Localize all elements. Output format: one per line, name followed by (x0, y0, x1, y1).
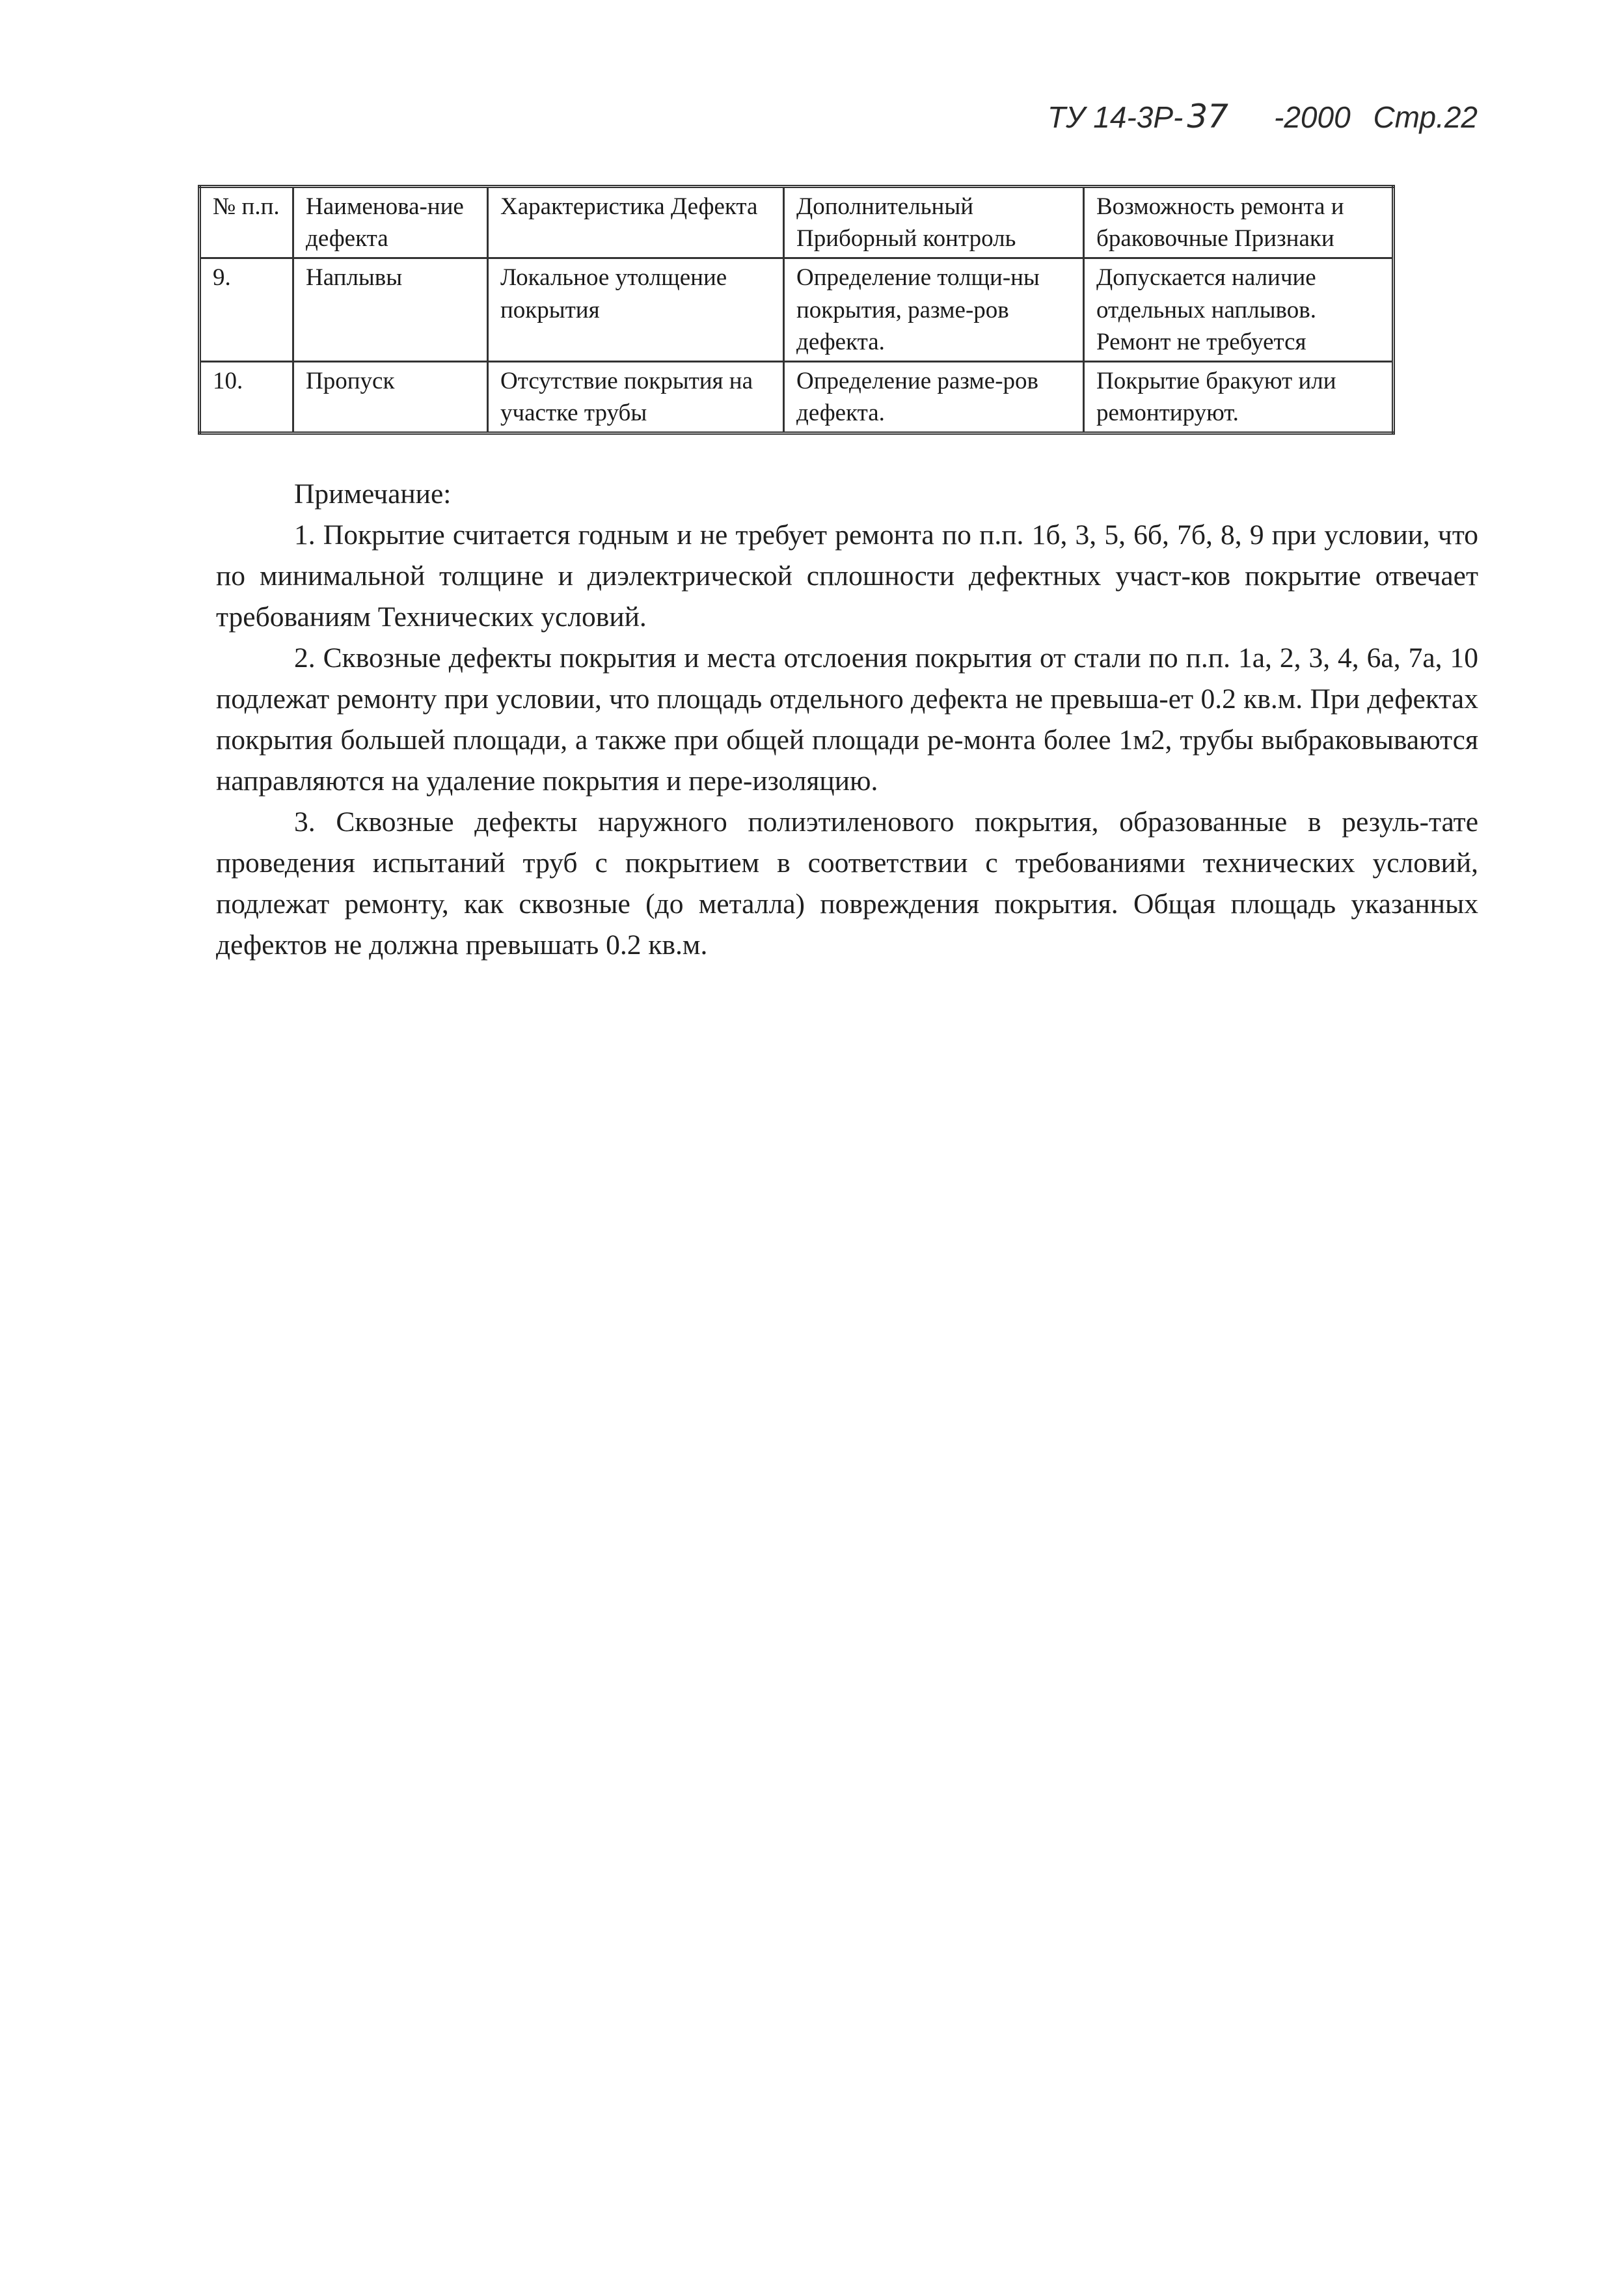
table-row (200, 362, 1394, 433)
header-defect-name: Наименова-ние дефекта (293, 187, 488, 258)
row-num: 9. (200, 258, 293, 362)
row-repair: Допускается наличие отдельных наплывов. Ремонт не требуется (1084, 258, 1394, 362)
header-repair: Возможность ремонта и браковочные Признаки (1084, 187, 1394, 258)
row-characteristic: Локальное утолщение покрытия (488, 258, 784, 362)
page-label: Стр.22 (1373, 100, 1478, 134)
header-characteristic: Характеристика Дефекта (488, 187, 784, 258)
defects-table (198, 185, 1395, 435)
row-num: 10. (200, 362, 293, 433)
doc-number-handwritten: 37 (1187, 98, 1228, 135)
doc-year: -2000 (1274, 100, 1351, 134)
row-characteristic: Отсутствие покрытия на участке трубы (488, 362, 784, 433)
row-repair: Покрытие бракуют или ремонтируют. (1084, 362, 1394, 433)
table-header-row (200, 187, 1394, 258)
note-item: 2. Сквозные дефекты покрытия и места отслоения покрытия от стали по п.п. 1а, 2, 3, 4, 6а, 7а, 10 подлежат ремонту при условии, что площадь отдельного дефекта не превыша-ет 0.2 кв.м. При дефектах покрытия большей площади, а также при общей площади ре-монта более 1м2, трубы выбраковываются направляются на удаление покрытия и пере-изоляцию. (216, 642, 1478, 797)
notes-title: Примечание: (294, 478, 452, 510)
page-header (1048, 98, 1478, 135)
header-control: Дополнительный Приборный контроль (784, 187, 1084, 258)
row-control: Определение разме-ров дефекта. (784, 362, 1084, 433)
row-control: Определение толщи-ны покрытия, разме-ров дефекта. (784, 258, 1084, 362)
row-defect-name: Наплывы (293, 258, 488, 362)
table-row (200, 258, 1394, 362)
notes-section (216, 474, 1478, 966)
doc-prefix: ТУ 14-3Р- (1048, 100, 1184, 134)
header-num: № п.п. (200, 187, 293, 258)
note-item: 3. Сквозные дефекты наружного полиэтиленового покрытия, образованные в резуль-тате проведения испытаний труб с покрытием в соответствии с требованиями технических условий, подлежат ремонту, как сквозные (до металла) повреждения покрытия. Общая площадь указанных дефектов не должна превышать 0.2 кв.м. (216, 806, 1478, 961)
row-defect-name: Пропуск (293, 362, 488, 433)
note-item: 1. Покрытие считается годным и не требует ремонта по п.п. 1б, 3, 5, 6б, 7б, 8, 9 при условии, что по минимальной толщине и диэлектрической сплошности дефектных участ-ков покрытие отвечает требованиям Технических условий. (216, 519, 1478, 633)
